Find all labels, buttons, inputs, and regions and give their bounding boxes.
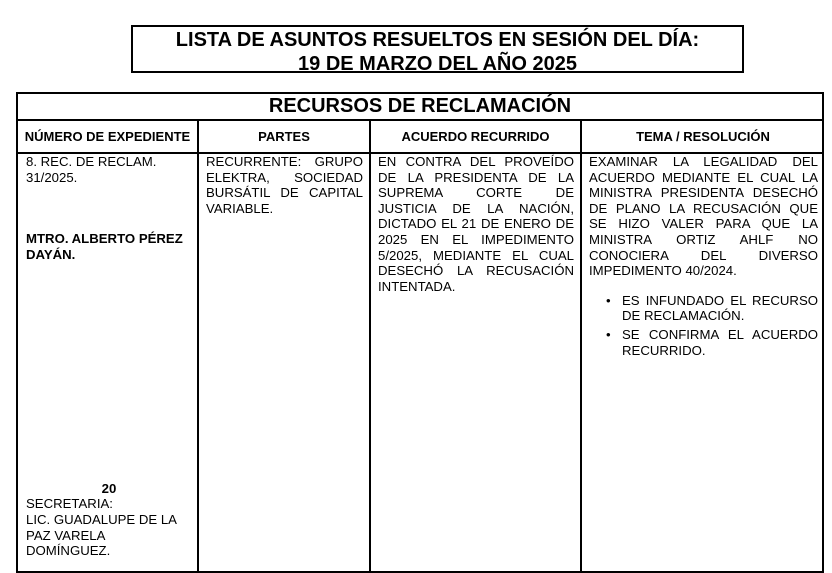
column-divider bbox=[580, 119, 582, 571]
list-item: • ES INFUNDADO EL RECURSO DE RECLAMACIÓN. bbox=[606, 292, 818, 324]
expediente-cell bbox=[26, 154, 192, 571]
expediente-number: 8. REC. DE RECLAM. 31/2025. bbox=[26, 154, 157, 185]
column-header-acuerdo: ACUERDO RECURRIDO bbox=[401, 128, 550, 144]
column-header-expediente: NÚMERO DE EXPEDIENTE bbox=[24, 128, 191, 144]
tema-text: EXAMINAR LA LEGALIDAD DEL ACUERDO MEDIANTE EL CUAL LA MINISTRA PRESIDENTA DESECHÓ DE PLANO LA RECUSACIÓN QUE SE HIZO VALER PARA QUE LA MINISTRA ORTIZ AHLF NO CONOCIERA DEL DIVERSO IMPEDIMENTO 40/2024. bbox=[589, 154, 818, 279]
column-header-tema: TEMA / RESOLUCIÓN bbox=[636, 128, 770, 144]
column-header-partes: PARTES bbox=[258, 128, 310, 144]
bullet-icon: • bbox=[606, 292, 611, 308]
column-divider bbox=[369, 119, 371, 571]
document-title-box bbox=[131, 25, 744, 73]
secretaria-name: LIC. GUADALUPE DE LA PAZ VARELA DOMÍNGUEZ. bbox=[26, 512, 177, 559]
acuerdo-cell bbox=[378, 154, 574, 571]
secretaria-label: SECRETARIA: bbox=[26, 496, 113, 511]
partes-cell bbox=[206, 154, 363, 571]
title-line-2: 19 DE MARZO DEL AÑO 2025 bbox=[298, 53, 577, 75]
partes-text: RECURRENTE: GRUPO ELEKTRA, SOCIEDAD BURSÁTIL DE CAPITAL VARIABLE. bbox=[206, 154, 363, 216]
title-line-1: LISTA DE ASUNTOS RESUELTOS EN SESIÓN DEL DÍA: bbox=[175, 29, 700, 51]
ministro-name: MTRO. ALBERTO PÉREZ DAYÁN. bbox=[26, 231, 183, 262]
column-divider bbox=[197, 119, 199, 571]
acuerdo-text: EN CONTRA DEL PROVEÍDO DE LA PRESIDENTA DE LA SUPREMA CORTE DE JUSTICIA DE LA NACIÓN, DICTADO EL 21 DE ENERO DE 2025 EN EL IMPEDIMENTO 5/2025, MEDIANTE EL CUAL DESECHÓ LA RECUSACIÓN INTENTADA. bbox=[378, 154, 574, 294]
list-item: • SE CONFIRMA EL ACUERDO RECURRIDO. bbox=[606, 326, 818, 358]
resolution-list bbox=[589, 293, 818, 358]
tema-cell bbox=[589, 154, 818, 571]
list-number: 20 bbox=[101, 481, 117, 496]
section-title: RECURSOS DE RECLAMACIÓN bbox=[268, 95, 572, 117]
resolutions-table bbox=[16, 92, 824, 573]
bullet-icon: • bbox=[606, 326, 611, 342]
